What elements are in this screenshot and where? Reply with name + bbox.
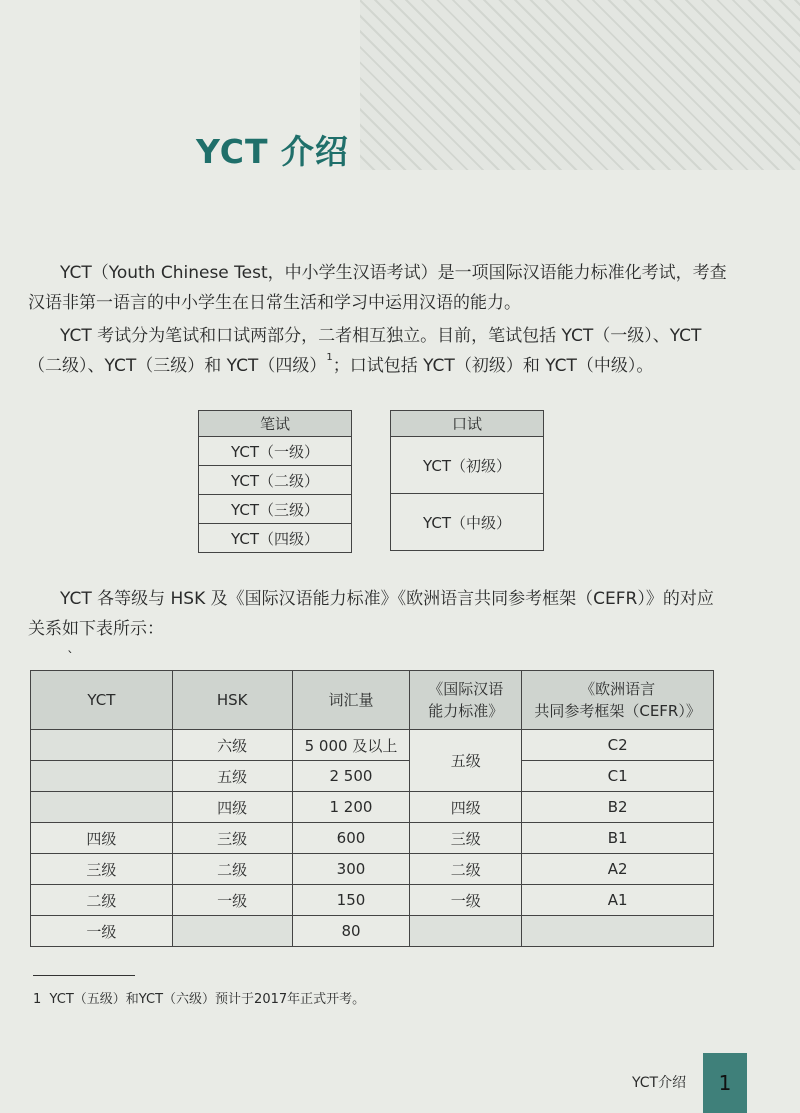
written-test-table — [198, 410, 352, 553]
cell-cefr: A1 — [522, 885, 714, 916]
oral-test-header: 口试 — [391, 411, 544, 437]
cell-hsk: 二级 — [172, 854, 292, 885]
cell-vocab: 300 — [292, 854, 410, 885]
cell-cefr: C1 — [522, 761, 714, 792]
table-row — [31, 823, 714, 854]
cell-standard: 五级 — [410, 730, 522, 792]
cell-hsk: 四级 — [172, 792, 292, 823]
table-row — [31, 854, 714, 885]
footnote-text: YCT（五级）和YCT（六级）预计于2017年正式开考。 — [49, 992, 366, 1007]
cell-standard: 四级 — [410, 792, 522, 823]
cell-hsk: 一级 — [172, 885, 292, 916]
footnote-divider — [33, 975, 135, 976]
table-row — [31, 792, 714, 823]
cell-yct: 一级 — [31, 916, 173, 947]
cell-hsk: 三级 — [172, 823, 292, 854]
footnote — [33, 988, 365, 1007]
table-row — [31, 885, 714, 916]
cell-cefr: A2 — [522, 854, 714, 885]
structure-text-a: YCT 考试分为笔试和口试两部分，二者相互独立。目前，笔试包括 YCT（一级）、YCT（二级）、YCT（三级）和 YCT（四级） — [28, 326, 702, 376]
relation-paragraph: YCT 各等级与 HSK 及《国际汉语能力标准》《欧洲语言共同参考框架（CEFR）》的对应关系如下表所示： — [28, 589, 714, 639]
written-test-header: 笔试 — [199, 411, 352, 437]
cell-standard: 一级 — [410, 885, 522, 916]
table-header-row — [31, 671, 714, 730]
header-stripe-decoration — [360, 0, 800, 170]
page-number: 1 — [718, 1071, 732, 1095]
header-hsk: HSK — [172, 671, 292, 730]
cell-standard: 三级 — [410, 823, 522, 854]
cell-vocab: 150 — [292, 885, 410, 916]
page-number-tab — [703, 1053, 747, 1113]
cell-hsk — [172, 916, 292, 947]
header-standard: 《国际汉语 能力标准》 — [410, 671, 522, 730]
structure-paragraph — [28, 321, 728, 381]
footnote-number: 1 — [33, 992, 42, 1007]
page-title: YCT 介绍 — [196, 132, 349, 171]
cell-cefr: B2 — [522, 792, 714, 823]
table-row — [31, 730, 714, 761]
header-yct: YCT — [31, 671, 173, 730]
cell-yct: 四级 — [31, 823, 173, 854]
cell-yct: 二级 — [31, 885, 173, 916]
header-vocab: 词汇量 — [292, 671, 410, 730]
table-row — [31, 761, 714, 792]
cell-yct — [31, 730, 173, 761]
cell-vocab: 600 — [292, 823, 410, 854]
footer-section-label: YCT介绍 — [632, 1075, 687, 1091]
cell-cefr: C2 — [522, 730, 714, 761]
header-cefr: 《欧洲语言 共同参考框架（CEFR）》 — [522, 671, 714, 730]
cell-vocab: 2 500 — [292, 761, 410, 792]
cell-yct — [31, 792, 173, 823]
cell-cefr — [522, 916, 714, 947]
cell-vocab: 1 200 — [292, 792, 410, 823]
oral-level-cell: YCT（初级） — [391, 437, 544, 494]
footnote-reference: 1 — [326, 352, 333, 363]
oral-test-table — [390, 410, 544, 551]
cell-yct — [31, 761, 173, 792]
cell-standard — [410, 916, 522, 947]
cell-hsk: 五级 — [172, 761, 292, 792]
cell-vocab: 5 000 及以上 — [292, 730, 410, 761]
table-row — [31, 916, 714, 947]
cell-vocab: 80 — [292, 916, 410, 947]
written-level-cell: YCT（一级） — [199, 437, 352, 466]
written-level-cell: YCT（三级） — [199, 495, 352, 524]
oral-level-cell: YCT（中级） — [391, 494, 544, 551]
stray-mark: ˋ — [67, 650, 74, 666]
cell-hsk: 六级 — [172, 730, 292, 761]
structure-text-b: ；口试包括 YCT（初级）和 YCT（中级）。 — [332, 356, 654, 376]
written-level-cell: YCT（二级） — [199, 466, 352, 495]
level-comparison-table — [30, 670, 714, 947]
cell-cefr: B1 — [522, 823, 714, 854]
intro-paragraph: YCT（Youth Chinese Test，中小学生汉语考试）是一项国际汉语能力标准化考试，考查汉语非第一语言的中小学生在日常生活和学习中运用汉语的能力。 — [28, 263, 727, 313]
cell-standard: 二级 — [410, 854, 522, 885]
cell-yct: 三级 — [31, 854, 173, 885]
written-level-cell: YCT（四级） — [199, 524, 352, 553]
